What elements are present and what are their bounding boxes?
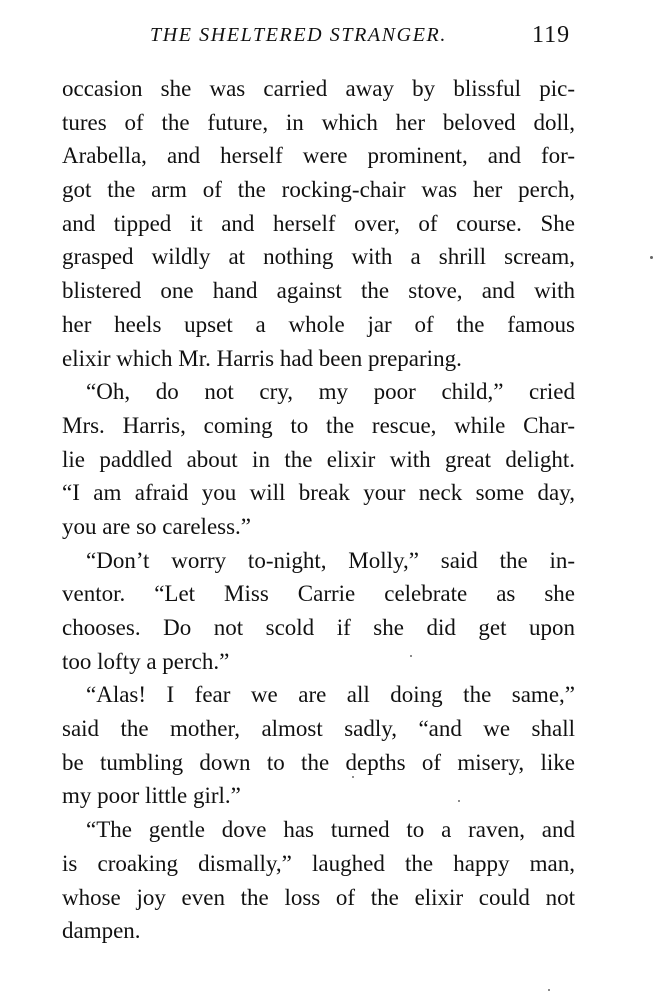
- text-line: Arabella, and herself were prominent, and for-: [62, 143, 575, 169]
- text-line: “Alas! I fear we are all doing the same,”: [86, 682, 575, 708]
- text-line: Mrs. Harris, coming to the rescue, while Char-: [62, 412, 575, 438]
- print-speck: [548, 989, 550, 991]
- print-speck: [650, 256, 653, 259]
- text-line: “Don’t worry to-night, Molly,” said the in-: [86, 547, 575, 573]
- text-line: too lofty a perch.”: [62, 648, 230, 674]
- text-line: elixir which Mr. Harris had been preparing.: [62, 345, 462, 371]
- text-line: lie paddled about in the elixir with great delight.: [62, 446, 575, 472]
- text-line: “I am afraid you will break your neck some day,: [62, 480, 575, 506]
- text-line: you are so careless.”: [62, 513, 252, 539]
- text-line: grasped wildly at nothing with a shrill scream,: [62, 244, 575, 270]
- text-line: “Oh, do not cry, my poor child,” cried: [86, 379, 575, 405]
- text-line: and tipped it and herself over, of course. She: [62, 210, 575, 236]
- text-line: ventor. “Let Miss Carrie celebrate as she: [62, 581, 575, 607]
- text-line: dampen.: [62, 918, 141, 944]
- text-line: got the arm of the rocking-chair was her perch,: [62, 177, 575, 203]
- running-head: [62, 20, 575, 50]
- text-line: is croaking dismally,” laughed the happy man,: [62, 850, 575, 876]
- text-line: my poor little girl.”: [62, 783, 241, 809]
- text-line: said the mother, almost sadly, “and we shall: [62, 716, 575, 742]
- text-line: “The gentle dove has turned to a raven, and: [86, 817, 575, 843]
- text-line: blistered one hand against the stove, and with: [62, 278, 575, 304]
- text-line: tures of the future, in which her beloved doll,: [62, 109, 575, 135]
- body-text: [62, 72, 575, 948]
- text-line: whose joy even the loss of the elixir could not: [62, 884, 575, 910]
- text-line: be tumbling down to the depths of misery, like: [62, 749, 575, 775]
- text-line: occasion she was carried away by blissful pic-: [62, 76, 575, 101]
- text-line: her heels upset a whole jar of the famous: [62, 311, 575, 337]
- print-speck: [352, 776, 354, 778]
- text-line: chooses. Do not scold if she did get upon: [62, 615, 575, 640]
- print-speck: [410, 655, 412, 657]
- running-title: THE SHELTERED STRANGER.: [150, 24, 447, 46]
- page-number: 119: [532, 22, 571, 48]
- print-speck: [458, 800, 460, 802]
